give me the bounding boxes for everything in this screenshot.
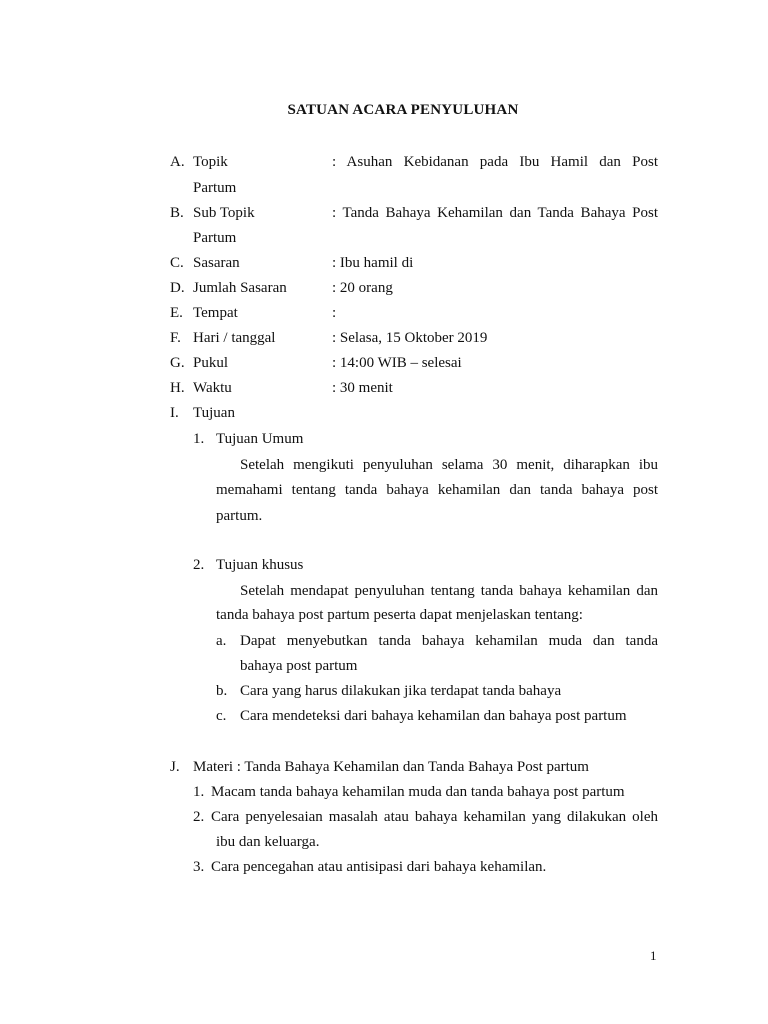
materi-item-2-number: 2. <box>193 809 205 825</box>
materi-item-3-line-1: Cara pencegahan atau antisipasi dari bahaya kehamilan. <box>211 859 547 875</box>
tujuan-umum-line-3: partum. <box>216 508 263 524</box>
materi-item-3-number: 3. <box>193 859 205 875</box>
info-value-sasaran: : Ibu hamil di <box>332 255 414 271</box>
info-label-topik: Topik <box>193 154 228 170</box>
info-value-pukul: : 14:00 WIB – selesai <box>332 355 462 371</box>
info-letter-d: D. <box>170 280 185 296</box>
materi-letter: J. <box>170 759 180 775</box>
info-letter-g: G. <box>170 355 185 371</box>
info-letter-a: A. <box>170 154 185 170</box>
tujuan-khusus-item-b-line-1: Cara yang harus dilakukan jika terdapat tanda bahaya <box>240 683 562 699</box>
info-letter-b: B. <box>170 205 184 221</box>
materi-item-2-line-2: ibu dan keluarga. <box>216 834 320 850</box>
info-label-pukul: Pukul <box>193 355 229 371</box>
tujuan-umum-number: 1. <box>193 431 205 447</box>
info-value-hari-tanggal: : Selasa, 15 Oktober 2019 <box>332 330 488 346</box>
tujuan-khusus-item-b-marker: b. <box>216 683 228 699</box>
tujuan-khusus-item-a-line-1: Dapat menyebutkan tanda bahaya kehamilan muda dan tanda <box>240 633 658 649</box>
info-label-sasaran: Sasaran <box>193 255 240 271</box>
info-letter-f: F. <box>170 330 181 346</box>
document-title: SATUAN ACARA PENYULUHAN <box>287 102 519 118</box>
materi-item-1-line-1: Macam tanda bahaya kehamilan muda dan tanda bahaya post partum <box>211 784 625 800</box>
tujuan-khusus-heading: Tujuan khusus <box>216 557 304 573</box>
page-number: 1 <box>650 948 657 963</box>
info-value-topik-cont: Partum <box>193 180 237 196</box>
info-letter-e: E. <box>170 305 183 321</box>
info-letter-c: C. <box>170 255 184 271</box>
tujuan-khusus-line-2: tanda bahaya post partum peserta dapat menjelaskan tentang: <box>216 607 583 623</box>
tujuan-khusus-number: 2. <box>193 557 205 573</box>
materi-heading: Materi : Tanda Bahaya Kehamilan dan Tanda Bahaya Post partum <box>193 759 589 775</box>
info-label-subtopik: Sub Topik <box>193 205 255 221</box>
info-value-subtopik-cont: Partum <box>193 230 237 246</box>
info-label-tempat: Tempat <box>193 305 238 321</box>
info-value-jumlah-sasaran: : 20 orang <box>332 280 393 296</box>
tujuan-khusus-item-a-marker: a. <box>216 633 227 649</box>
info-value-topik: : Asuhan Kebidanan pada Ibu Hamil dan Post <box>332 154 658 170</box>
info-label-waktu: Waktu <box>193 380 232 396</box>
tujuan-khusus-item-c-marker: c. <box>216 708 227 724</box>
tujuan-heading: Tujuan <box>193 405 235 421</box>
tujuan-khusus-line-1: Setelah mendapat penyuluhan tentang tanda bahaya kehamilan dan <box>240 583 658 599</box>
info-value-subtopik: : Tanda Bahaya Kehamilan dan Tanda Bahaya Post <box>332 205 658 221</box>
materi-item-2-line-1: Cara penyelesaian masalah atau bahaya kehamilan yang dilakukan oleh <box>211 809 658 825</box>
info-letter-h: H. <box>170 380 185 396</box>
tujuan-umum-line-2: memahami tentang tanda bahaya kehamilan dan tanda bahaya post <box>216 482 658 498</box>
tujuan-khusus-item-c-line-1: Cara mendeteksi dari bahaya kehamilan dan bahaya post partum <box>240 708 627 724</box>
tujuan-letter: I. <box>170 405 179 421</box>
info-value-waktu: : 30 menit <box>332 380 393 396</box>
materi-item-1-number: 1. <box>193 784 205 800</box>
tujuan-khusus-item-a-line-2: bahaya post partum <box>240 658 358 674</box>
tujuan-umum-heading: Tujuan Umum <box>216 431 304 447</box>
info-value-tempat: : <box>332 305 337 321</box>
tujuan-umum-line-1: Setelah mengikuti penyuluhan selama 30 menit, diharapkan ibu <box>240 457 658 473</box>
info-label-jumlah-sasaran: Jumlah Sasaran <box>193 280 287 296</box>
info-label-hari-tanggal: Hari / tanggal <box>193 330 276 346</box>
